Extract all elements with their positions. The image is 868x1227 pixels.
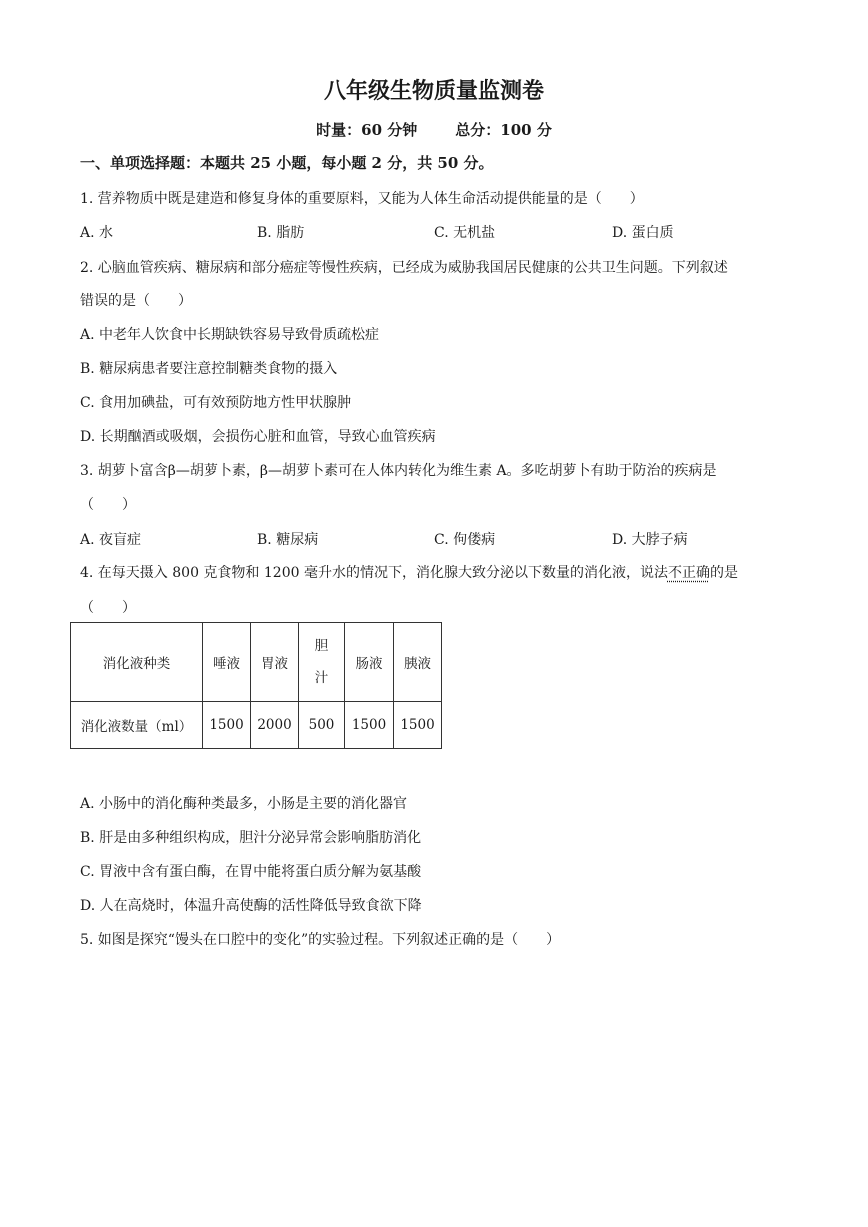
bile-label: 胆 汁 <box>314 638 329 686</box>
score-label: 总分：100 分 <box>455 121 552 139</box>
table-header-cell: 肠液 <box>345 623 394 702</box>
q4-stem-prefix: 4. 在每天摄入 800 克食物和 1200 毫升水的情况下，消化腺大致分泌以下数量的消化液，说法 <box>80 565 668 581</box>
q3-option-d: D. 大脖子病 <box>612 532 688 548</box>
table-header-cell: 唾液 <box>203 623 251 702</box>
q2-option-d: D. 长期酗酒或吸烟，会损伤心脏和血管，导致心血管疾病 <box>80 429 436 445</box>
question-4-stem-line2: （ ） <box>80 600 136 616</box>
question-3-stem-line2: （ ） <box>80 497 136 513</box>
q2-option-c: C. 食用加碘盐，可有效预防地方性甲状腺肿 <box>80 395 352 411</box>
table-header-cell: 胃液 <box>251 623 299 702</box>
table-cell: 1500 <box>345 702 394 749</box>
question-3-stem-line1: 3. 胡萝卜富含β—胡萝卜素，β—胡萝卜素可在人体内转化为维生素 A。多吃胡萝卜有助于防治的疾病是 <box>80 463 717 479</box>
table-header-cell: 胰液 <box>394 623 442 702</box>
table-cell: 消化液数量（ml） <box>71 702 203 749</box>
q1-option-c: C. 无机盐 <box>434 225 496 241</box>
q4-stem-emphasis: 不正确 <box>667 565 710 581</box>
digestive-juice-table <box>70 622 442 749</box>
table-header-cell <box>299 623 345 702</box>
table-header-cell: 消化液种类 <box>71 623 203 702</box>
question-4-stem-line1 <box>80 562 738 582</box>
time-label: 时量：60 分钟 <box>316 121 418 139</box>
q4-option-d: D. 人在高烧时，体温升高使酶的活性降低导致食欲下降 <box>80 898 422 914</box>
q4-option-a: A. 小肠中的消化酶种类最多，小肠是主要的消化器官 <box>80 796 408 812</box>
table-cell: 1500 <box>394 702 442 749</box>
table-cell: 2000 <box>251 702 299 749</box>
q4-option-c: C. 胃液中含有蛋白酶，在胃中能将蛋白质分解为氨基酸 <box>80 864 422 880</box>
q1-option-b: B. 脂肪 <box>257 225 305 241</box>
q1-option-a: A. 水 <box>80 225 114 241</box>
q3-option-b: B. 糖尿病 <box>257 532 319 548</box>
q1-option-d: D. 蛋白质 <box>612 225 674 241</box>
q3-option-a: A. 夜盲症 <box>80 532 142 548</box>
table-cell: 1500 <box>203 702 251 749</box>
q3-option-c: C. 佝偻病 <box>434 532 496 548</box>
table-header-row <box>71 623 442 702</box>
question-2-stem-line1: 2. 心脑血管疾病、糖尿病和部分癌症等慢性疾病，已经成为威胁我国居民健康的公共卫生问题。下列叙述 <box>80 260 728 276</box>
q2-option-b: B. 糖尿病患者要注意控制糖类食物的摄入 <box>80 361 338 377</box>
page-title: 八年级生物质量监测卷 <box>323 78 544 104</box>
q4-option-b: B. 肝是由多种组织构成，胆汁分泌异常会影响脂肪消化 <box>80 830 422 846</box>
table-row <box>71 702 442 749</box>
table-cell: 500 <box>299 702 345 749</box>
section-heading: 一、单项选择题：本题共 25 小题，每小题 2 分，共 50 分。 <box>80 154 494 172</box>
q2-option-a: A. 中老年人饮食中长期缺铁容易导致骨质疏松症 <box>80 327 380 343</box>
exam-info <box>0 119 868 140</box>
question-5-stem: 5. 如图是探究“馒头在口腔中的变化”的实验过程。下列叙述正确的是（ ） <box>80 932 561 948</box>
question-1-stem: 1. 营养物质中既是建造和修复身体的重要原料，又能为人体生命活动提供能量的是（ ） <box>80 191 644 207</box>
question-2-stem-line2: 错误的是（ ） <box>80 293 192 309</box>
q4-stem-suffix: 的是 <box>709 565 738 581</box>
